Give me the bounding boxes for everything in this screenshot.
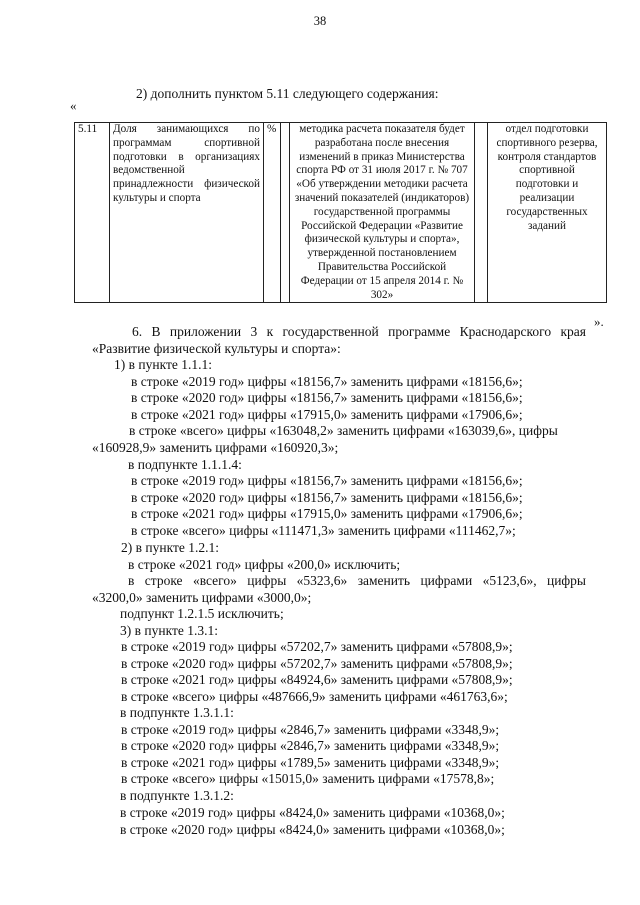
list-item: в строке «2019 год» цифры «18156,7» заменить цифрами «18156,6»;: [131, 374, 523, 389]
paragraph-line: «Развитие физической культуры и спорта»:: [92, 341, 341, 356]
list-item: в строке «2019 год» цифры «2846,7» заменить цифрами «3348,9»;: [121, 722, 500, 737]
table-row: [75, 123, 607, 303]
list-item: 3) в пункте 1.3.1:: [120, 623, 218, 638]
open-quote: «: [70, 98, 77, 113]
responsible-cell: отдел подготовки спортивного резерва, контроля стандартов спортивной подготовки и реализации государственных заданий: [488, 123, 607, 303]
list-item: в строке «2019 год» цифры «18156,7» заменить цифрами «18156,6»;: [131, 473, 523, 488]
close-quote: ».: [594, 314, 604, 329]
page-number: 38: [313, 14, 327, 28]
list-item: подпункт 1.2.1.5 исключить;: [120, 606, 284, 621]
list-item: в строке «всего» цифры «15015,0» заменить цифрами «17578,8»;: [121, 771, 495, 786]
list-item: в строке «всего» цифры «5323,6» заменить цифрами «5123,6», цифры: [128, 573, 586, 588]
list-item: в строке «2020 год» цифры «57202,7» заменить цифрами «57808,9»;: [121, 656, 513, 671]
list-item: в строке «2020 год» цифры «2846,7» заменить цифрами «3348,9»;: [121, 738, 500, 753]
row-number: 5.11: [75, 123, 110, 303]
list-item: в строке «2021 год» цифры «17915,0» заменить цифрами «17906,6»;: [131, 506, 523, 521]
list-item: в строке «2020 год» цифры «18156,7» заменить цифрами «18156,6»;: [131, 490, 523, 505]
intro-paragraph: 2) дополнить пунктом 5.11 следующего содержания:: [136, 86, 439, 101]
list-item: в строке «всего» цифры «111471,3» заменить цифрами «111462,7»;: [131, 523, 516, 538]
spacer-cell: [281, 123, 290, 303]
list-item: в подпункте 1.3.1.2:: [120, 788, 234, 803]
list-item: в строке «2019 год» цифры «57202,7» заменить цифрами «57808,9»;: [121, 639, 513, 654]
spacer-cell: [475, 123, 488, 303]
list-item: 2) в пункте 1.2.1:: [121, 540, 219, 555]
list-item: в подпункте 1.1.1.4:: [128, 457, 242, 472]
list-item: «3200,0» заменить цифрами «3000,0»;: [92, 590, 312, 605]
list-item: в строке «всего» цифры «487666,9» заменить цифрами «461763,6»;: [121, 689, 508, 704]
unit-cell: %: [264, 123, 281, 303]
list-item: в строке «всего» цифры «163048,2» заменить цифрами «163039,6», цифры: [129, 423, 558, 438]
list-item: в подпункте 1.3.1.1:: [120, 705, 234, 720]
list-item: в строке «2020 год» цифры «8424,0» заменить цифрами «10368,0»;: [120, 822, 505, 837]
list-item: в строке «2021 год» цифры «84924,6» заменить цифрами «57808,9»;: [121, 672, 513, 687]
paragraph-line: 6. В приложении 3 к государственной программе Краснодарского края: [132, 324, 586, 339]
list-item: в строке «2021 год» цифры «17915,0» заменить цифрами «17906,6»;: [131, 407, 523, 422]
list-item: в строке «2021 год» цифры «1789,5» заменить цифрами «3348,9»;: [121, 755, 500, 770]
list-item: «160928,9» заменить цифрами «160920,3»;: [92, 440, 339, 455]
indicator-name: Доля занимающихся по программам спортивной подготовки в организациях ведомственной принадлежности физической культуры и спорта: [110, 123, 264, 303]
list-item: в строке «2021 год» цифры «200,0» исключить;: [128, 557, 401, 572]
list-item: в строке «2019 год» цифры «8424,0» заменить цифрами «10368,0»;: [120, 805, 505, 820]
method-cell: методика расчета показателя будет разработана после внесения изменений в приказ Министерства спорта РФ от 31 июля 2017 г. № 707 «Об утверждении методики расчета значений показателей (индикаторов) государственной программы Российской Федерации «Развитие физической культуры и спорта», утвержденной постановлением Правительства Российской Федерации от 15 апреля 2014 г. № 302»: [290, 123, 475, 303]
list-item: 1) в пункте 1.1.1:: [114, 357, 212, 372]
list-item: в строке «2020 год» цифры «18156,7» заменить цифрами «18156,6»;: [131, 390, 523, 405]
amendment-table: [74, 122, 607, 303]
